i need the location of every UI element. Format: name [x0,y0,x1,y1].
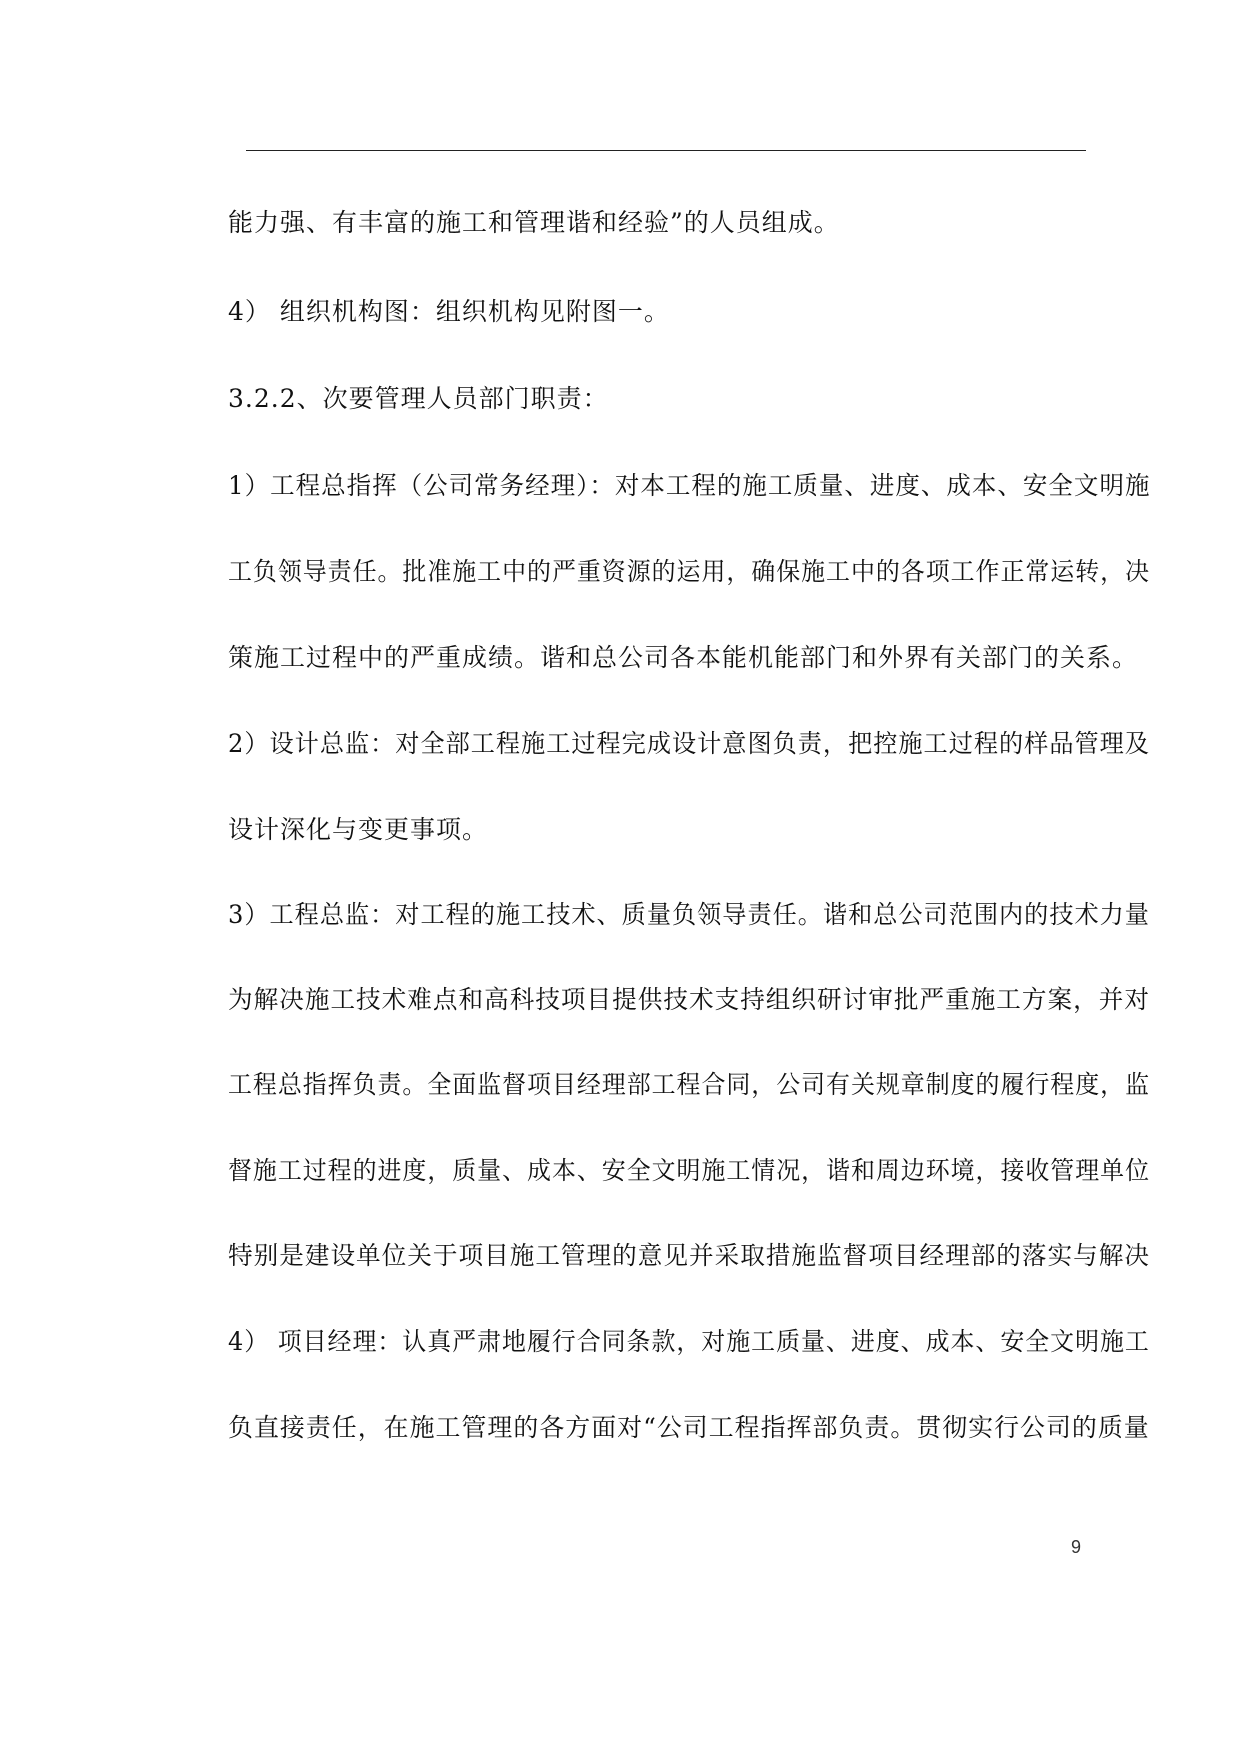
text-line: 策施工过程中的严重成绩。谐和总公司各本能机能部门和外界有关部门的关系。 [228,643,1139,672]
text-line: 为解决施工技术难点和高科技项目提供技术支持组织研讨审批严重施工方案，并对 [228,985,1150,1014]
text-line: 3）工程总监：对工程的施工技术、质量负领导责任。谐和总公司范围内的技术力量 [228,900,1150,929]
text-line: 督施工过程的进度，质量、成本、安全文明施工情况，谐和周边环境，接收管理单位 [228,1156,1150,1185]
header-rule [246,150,1086,151]
text-line: 设计深化与变更事项。 [228,815,489,844]
text-line: 工负领导责任。批准施工中的严重资源的运用，确保施工中的各项工作正常运转，决 [228,557,1150,586]
text-line: 4） 组织机构图：组织机构见附图一。 [228,297,670,326]
text-line: 特别是建设单位关于项目施工管理的意见并采取措施监督项目经理部的落实与解决 [228,1241,1150,1270]
text-line: 负直接责任，在施工管理的各方面对“公司工程指挥部负责。贯彻实行公司的质量 [228,1413,1150,1442]
page-number: 9 [1071,1537,1082,1557]
text-line: 2）设计总监：对全部工程施工过程完成设计意图负责，把控施工过程的样品管理及 [228,729,1150,758]
text-line: 1）工程总指挥（公司常务经理）：对本工程的施工质量、进度、成本、安全文明施 [228,471,1151,500]
text-line: 4） 项目经理：认真严肃地履行合同条款，对施工质量、进度、成本、安全文明施工 [228,1327,1150,1356]
text-line: 工程总指挥负责。全面监督项目经理部工程合同，公司有关规章制度的履行程度，监 [228,1070,1150,1099]
text-line: 能力强、有丰富的施工和管理谐和经验”的人员组成。 [228,208,840,237]
text-line: 3.2.2、次要管理人员部门职责： [228,384,609,413]
